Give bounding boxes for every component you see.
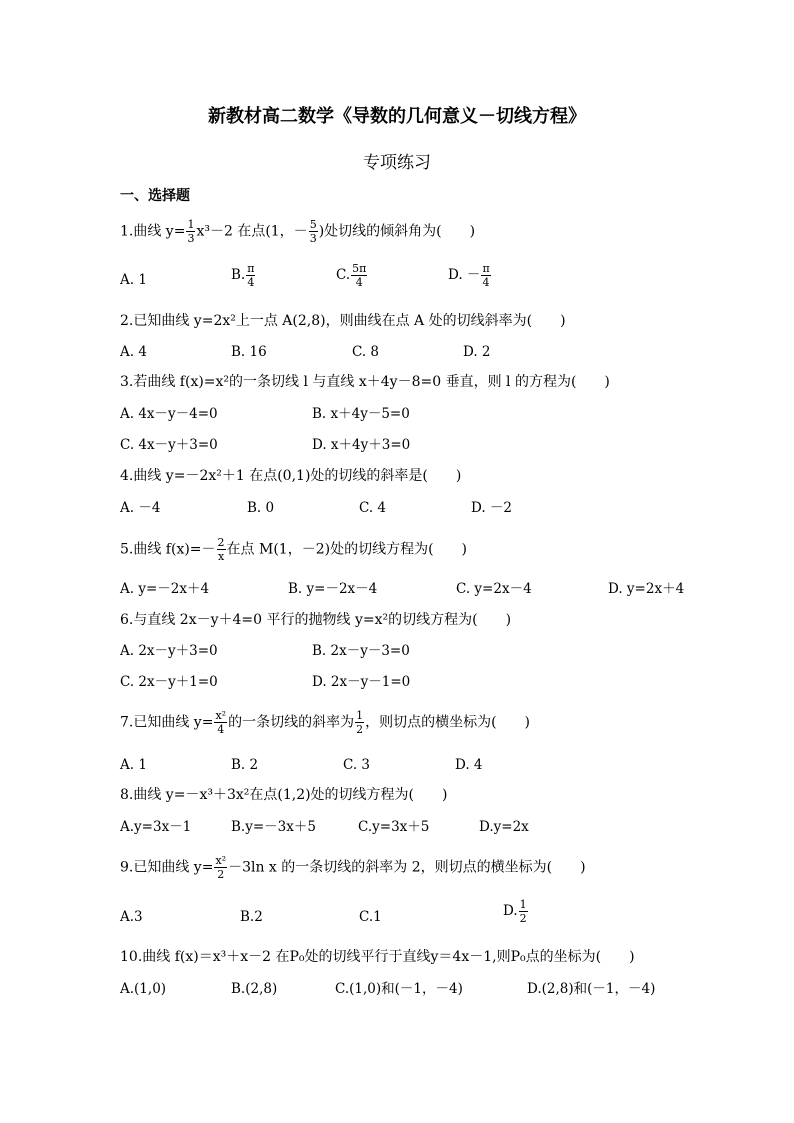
q7-text-a: 7.已知曲线 y=	[120, 714, 214, 731]
q9-frac	[214, 855, 227, 880]
q1-text-a: 1.曲线 y=	[120, 223, 186, 240]
q1-option-b-label: B.	[231, 267, 246, 283]
q1-option-d-num: π	[482, 262, 490, 275]
q6-option-a: A. 2x－y＋3=0	[120, 643, 218, 659]
q9-option-d-num: 1	[519, 898, 527, 911]
q7-frac-2	[355, 710, 364, 735]
q3-option-c: C. 4x－y＋3=0	[120, 437, 218, 453]
q10-option-c: C.(1,0)和(－1，－4)	[335, 981, 463, 997]
q6-option-c: C. 2x－y＋1=0	[120, 674, 218, 690]
q7-text-c: ，则切点的横坐标为( )	[365, 714, 531, 731]
q9-option-b: B.2	[240, 909, 263, 925]
q1-option-b	[231, 263, 256, 288]
q5-text-b: 在点 M(1，－2)处的切线方程为( )	[226, 541, 467, 558]
q4-option-b: B. 0	[247, 500, 275, 516]
q4-option-a: A. －4	[120, 500, 161, 516]
q9-text-b: －3ln x 的一条切线的斜率为 2，则切点的横坐标为( )	[228, 859, 586, 876]
q1-option-c-den: 4	[355, 276, 363, 289]
q1-text-c: )处切线的倾斜角为( )	[318, 223, 476, 240]
q5-option-a: A. y=－2x＋4	[120, 581, 210, 597]
q6-option-b: B. 2x－y－3=0	[312, 643, 410, 659]
q2-option-b: B. 16	[231, 344, 267, 360]
q10-option-b: B.(2,8)	[231, 981, 278, 997]
q1-frac-2	[309, 219, 318, 244]
q1-option-b-frac	[246, 263, 255, 288]
q7-option-b: B. 2	[231, 757, 259, 773]
q10-option-a: A.(1,0)	[120, 981, 167, 997]
q1-option-c-label: C.	[336, 267, 351, 283]
q5-text-a: 5.曲线 f(x)=－	[120, 541, 216, 558]
q10-option-d: D.(2,8)和(－1，－4)	[527, 981, 656, 997]
q4-option-d: D. －2	[471, 500, 513, 516]
question-2: 2.已知曲线 y=2x²上一点 A(2,8)，则曲线在点 A 处的切线斜率为( )	[120, 313, 566, 329]
q3-option-d: D. x＋4y＋3=0	[312, 437, 411, 453]
q2-option-a: A. 4	[120, 344, 147, 360]
q1-option-d-den: 4	[482, 276, 490, 289]
q1-option-b-num: π	[247, 262, 255, 275]
q3-option-a: A. 4x－y－4=0	[120, 406, 218, 422]
q1-option-d-label: D. －	[448, 267, 481, 283]
q1-frac-2-num: 5	[309, 218, 317, 231]
q1-frac-1	[186, 219, 195, 244]
page-title: 新教材高二数学《导数的几何意义－切线方程》	[208, 106, 586, 127]
question-3: 3.若曲线 f(x)=x²的一条切线 l 与直线 x＋4y－8=0 垂直，则 l 的方程为( )	[120, 374, 610, 390]
q1-option-d	[448, 263, 492, 288]
q9-option-d	[503, 899, 529, 924]
question-6: 6.与直线 2x－y＋4=0 平行的抛物线 y=x²的切线方程为( )	[120, 612, 512, 628]
q1-frac-2-den: 3	[309, 232, 317, 245]
q9-option-a: A.3	[120, 909, 143, 925]
q1-frac-1-den: 3	[187, 232, 195, 245]
q7-option-c: C. 3	[343, 757, 371, 773]
q6-option-d: D. 2x－y－1=0	[312, 674, 411, 690]
q5-option-d: D. y=2x＋4	[608, 581, 685, 597]
q7-frac-1-num: x²	[215, 709, 227, 722]
q9-option-d-frac	[519, 899, 528, 924]
q3-option-b: B. x＋4y－5=0	[312, 406, 410, 422]
q1-frac-1-num: 1	[187, 218, 195, 231]
q7-frac-2-num: 1	[356, 709, 364, 722]
q5-frac-den: x	[217, 550, 225, 563]
q9-option-c: C.1	[359, 909, 382, 925]
q4-option-c: C. 4	[359, 500, 387, 516]
q8-option-a: A.y=3x－1	[120, 819, 192, 835]
question-9	[120, 855, 586, 880]
q1-option-c	[336, 263, 368, 288]
q9-option-d-den: 2	[519, 912, 527, 925]
question-4: 4.曲线 y=－2x²＋1 在点(0,1)处的切线的斜率是( )	[120, 468, 462, 484]
q1-option-b-den: 4	[247, 276, 255, 289]
q7-frac-1-den: 4	[217, 723, 225, 736]
q7-frac-2-den: 2	[356, 723, 364, 736]
section-heading: 一、选择题	[120, 188, 190, 204]
q2-option-c: C. 8	[352, 344, 380, 360]
q1-option-c-frac	[351, 263, 367, 288]
q1-option-a: A. 1	[120, 272, 147, 288]
q8-option-c: C.y=3x＋5	[358, 819, 430, 835]
q8-option-b: B.y=－3x＋5	[231, 819, 316, 835]
q2-option-d: D. 2	[463, 344, 491, 360]
q7-option-d: D. 4	[455, 757, 483, 773]
question-1	[120, 219, 475, 244]
question-5	[120, 537, 467, 562]
question-10: 10.曲线 f(x)＝x³＋x－2 在P₀处的切线平行于直线y＝4x－1,则P₀点的坐标为( )	[120, 949, 635, 965]
q1-text-b: x³－2 在点(1，－	[196, 223, 308, 240]
q5-frac-num: 2	[217, 536, 225, 549]
q9-frac-den: 2	[217, 868, 225, 881]
q9-frac-num: x²	[215, 854, 227, 867]
q7-option-a: A. 1	[120, 757, 147, 773]
q9-option-d-label: D.	[503, 903, 518, 919]
q1-option-d-frac	[481, 263, 490, 288]
q5-frac	[217, 537, 226, 562]
q5-option-c: C. y=2x－4	[456, 581, 532, 597]
q8-option-d: D.y=2x	[479, 819, 529, 835]
question-8: 8.曲线 y=－x³＋3x²在点(1,2)处的切线方程为( )	[120, 787, 448, 803]
q1-option-c-num: 5π	[352, 262, 367, 275]
q5-option-b: B. y=－2x－4	[288, 581, 378, 597]
q7-frac-1	[214, 710, 227, 735]
page-subtitle: 专项练习	[363, 153, 431, 173]
q9-text-a: 9.已知曲线 y=	[120, 859, 214, 876]
question-7	[120, 710, 530, 735]
q7-text-b: 的一条切线的斜率为	[228, 714, 355, 731]
